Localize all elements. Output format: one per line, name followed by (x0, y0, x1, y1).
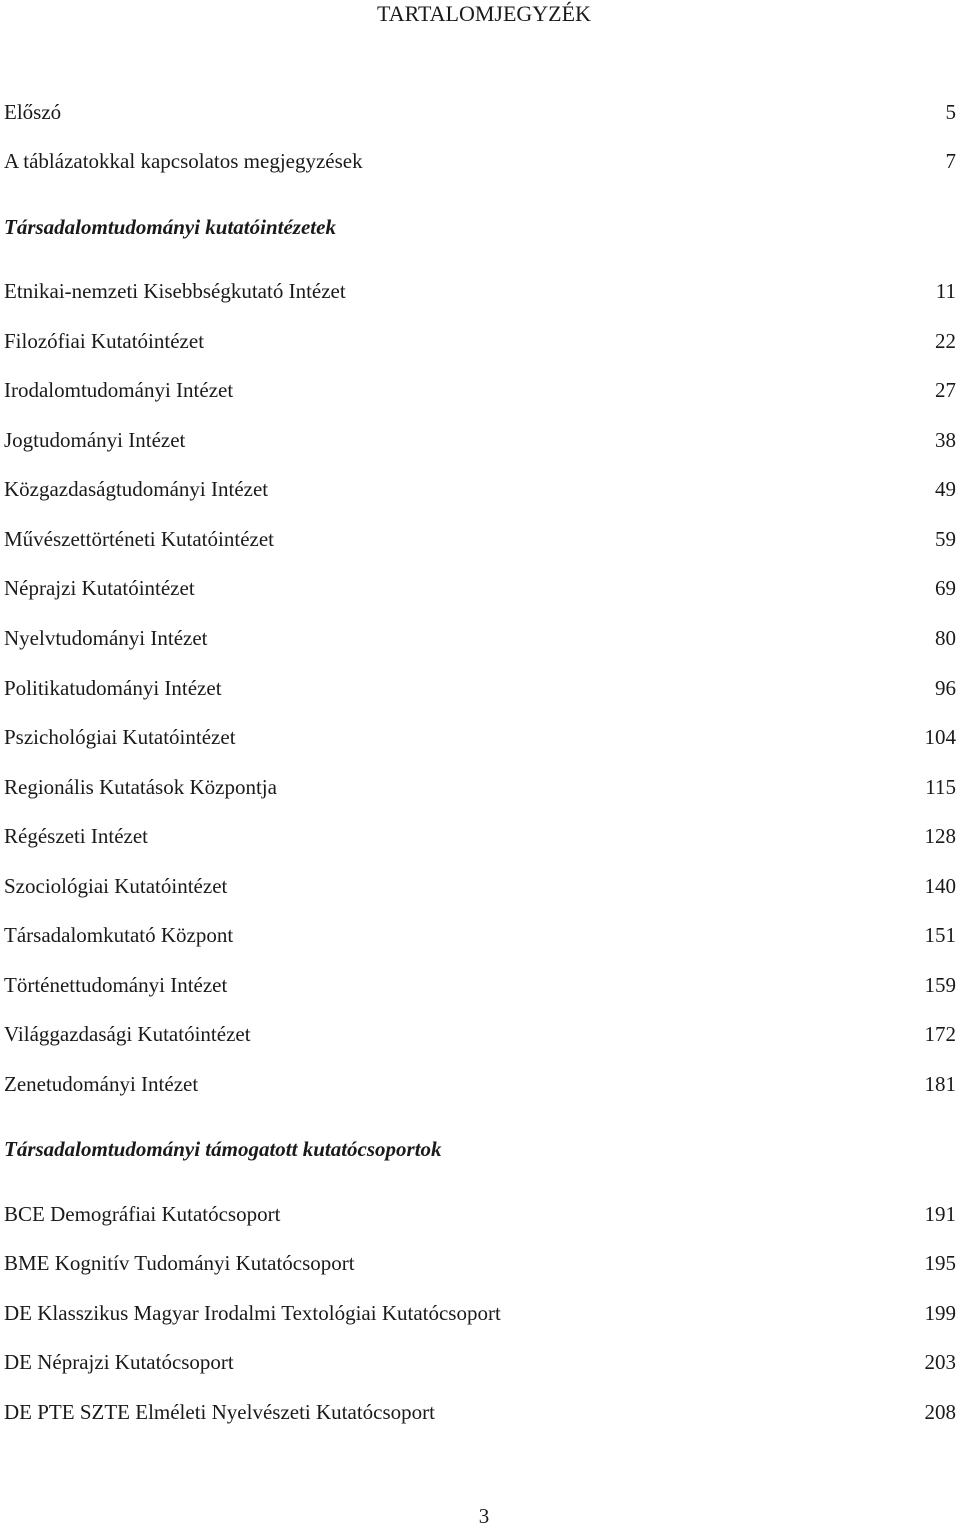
toc-entry-page: 38 (935, 428, 956, 452)
toc-entry-page: 140 (924, 874, 956, 898)
toc-entry[interactable] (4, 970, 956, 1000)
toc-entry[interactable] (4, 146, 956, 176)
toc-entry-label: Jogtudományi Intézet (4, 428, 186, 452)
toc-entry-page: 96 (935, 676, 956, 700)
toc-entry-label: Világgazdasági Kutatóintézet (4, 1022, 251, 1046)
toc-entry[interactable] (4, 623, 956, 653)
toc-entry-label: Pszichológiai Kutatóintézet (4, 725, 236, 749)
section-heading-institutes: Társadalomtudományi kutatóintézetek (4, 215, 336, 239)
toc-entry[interactable] (4, 425, 956, 455)
toc-entry[interactable] (4, 573, 956, 603)
toc-entry-label: Nyelvtudományi Intézet (4, 626, 208, 650)
toc-entry-page: 59 (935, 527, 956, 551)
toc-entry-label: Társadalomkutató Központ (4, 923, 234, 947)
toc-entry-page: 199 (924, 1301, 956, 1325)
toc-entry[interactable] (4, 97, 956, 127)
toc-entry-page: 181 (924, 1072, 956, 1096)
toc-entry-label: Irodalomtudományi Intézet (4, 378, 234, 402)
toc-entry-page: 159 (924, 973, 956, 997)
toc-entry-page: 11 (935, 279, 956, 303)
toc-entry-page: 27 (935, 378, 956, 402)
toc-entry-label: BME Kognitív Tudományi Kutatócsoport (4, 1251, 355, 1275)
toc-entry-page: 49 (935, 477, 956, 501)
toc-entry[interactable] (4, 673, 956, 703)
toc-entry-page: 80 (935, 626, 956, 650)
toc-entry-label: Regionális Kutatások Központja (4, 775, 277, 799)
toc-entry[interactable] (4, 1019, 956, 1049)
toc-entry-label: DE Klasszikus Magyar Irodalmi Textológiai Kutatócsoport (4, 1301, 501, 1325)
toc-entry[interactable] (4, 276, 956, 306)
toc-entry[interactable] (4, 772, 956, 802)
toc-entry-label: Filozófiai Kutatóintézet (4, 329, 205, 353)
toc-entry-page: 7 (945, 149, 956, 173)
toc-entry-label: DE PTE SZTE Elméleti Nyelvészeti Kutatócsoport (4, 1400, 435, 1424)
toc-entry[interactable] (4, 474, 956, 504)
toc-entry-label: Néprajzi Kutatóintézet (4, 576, 195, 600)
toc-entry-page: 195 (924, 1251, 956, 1275)
toc-entry[interactable] (4, 920, 956, 950)
toc-entry[interactable] (4, 871, 956, 901)
toc-entry-page: 172 (924, 1022, 956, 1046)
toc-entry[interactable] (4, 1248, 956, 1278)
toc-entry-page: 5 (945, 100, 956, 124)
toc-entry-page: 69 (935, 576, 956, 600)
toc-entry[interactable] (4, 375, 956, 405)
toc-entry[interactable] (4, 524, 956, 554)
toc-entry-label: Politikatudományi Intézet (4, 676, 222, 700)
toc-entry[interactable] (4, 1069, 956, 1099)
toc-entry-label: Közgazdaságtudományi Intézet (4, 477, 269, 501)
toc-entry[interactable] (4, 1347, 956, 1377)
section-heading-research-groups: Társadalomtudományi támogatott kutatócsoportok (4, 1137, 442, 1161)
page-number: 3 (478, 1504, 490, 1528)
toc-entry[interactable] (4, 1199, 956, 1229)
toc-entry-page: 128 (924, 824, 956, 848)
toc-entry[interactable] (4, 326, 956, 356)
toc-entry-page: 208 (924, 1400, 956, 1424)
toc-entry-page: 151 (924, 923, 956, 947)
toc-entry-label: DE Néprajzi Kutatócsoport (4, 1350, 234, 1374)
toc-entry-label: BCE Demográfiai Kutatócsoport (4, 1202, 281, 1226)
toc-entry-label: Szociológiai Kutatóintézet (4, 874, 228, 898)
toc-entry-label: Történettudományi Intézet (4, 973, 228, 997)
toc-entry-label: A táblázatokkal kapcsolatos megjegyzések (4, 149, 363, 173)
toc-entry[interactable] (4, 1298, 956, 1328)
toc-entry-label: Művészettörténeti Kutatóintézet (4, 527, 274, 551)
toc-entry-page: 191 (924, 1202, 956, 1226)
toc-entry[interactable] (4, 821, 956, 851)
toc-entry-page: 104 (924, 725, 956, 749)
toc-entry[interactable] (4, 1397, 956, 1427)
toc-entry-label: Zenetudományi Intézet (4, 1072, 199, 1096)
toc-entry[interactable] (4, 722, 956, 752)
toc-entry-label: Régészeti Intézet (4, 824, 149, 848)
toc-entry-label: Etnikai-nemzeti Kisebbségkutató Intézet (4, 279, 346, 303)
toc-entry-label: Előszó (4, 100, 62, 124)
page-title: TARTALOMJEGYZÉK (377, 1, 591, 26)
toc-entry-page: 115 (925, 775, 956, 799)
toc-entry-page: 22 (935, 329, 956, 353)
toc-entry-page: 203 (924, 1350, 956, 1374)
